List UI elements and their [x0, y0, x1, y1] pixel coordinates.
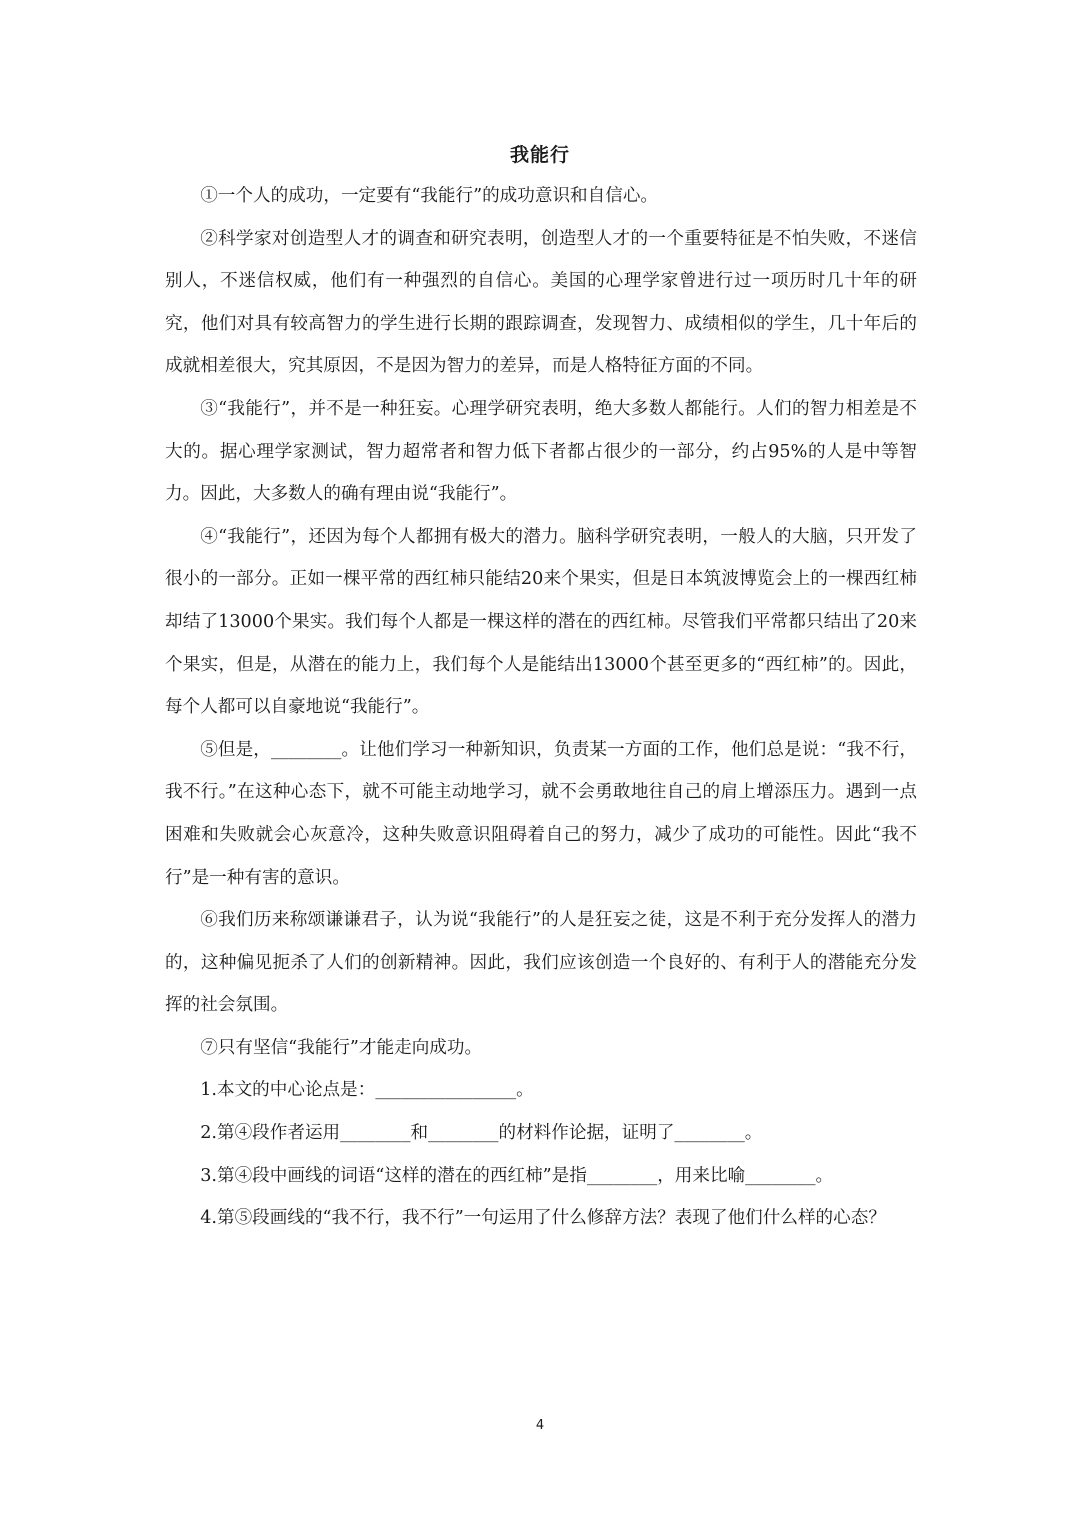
paragraph-6: ⑥我们历来称颂谦谦君子，认为说“我能行”的人是狂妄之徒，这是不利于充分发挥人的潜力的，这种偏见扼杀了人们的创新精神。因此，我们应该创造一个良好的、有利于人的潜能充分发挥的社会氛围。: [165, 910, 917, 1016]
article-body: [165, 175, 917, 1240]
page-title: 我能行: [509, 144, 570, 166]
paragraph-7: ⑦只有坚信“我能行”才能走向成功。: [200, 1037, 483, 1058]
question-3: 3.第④段中画线的词语“这样的潜在的西红柿”是指________，用来比喻________。: [200, 1165, 834, 1186]
paragraph-5: ⑤但是，________。让他们学习一种新知识，负责某一方面的工作，他们总是说：“我不行，我不行。”在这种心态下，就不可能主动地学习，就不会勇敢地往自己的肩上增添压力。遇到一点困难和失败就会心灰意冷，这种失败意识阻碍着自己的努力，减少了成功的可能性。因此“我不行”是一种有害的意识。: [165, 739, 917, 888]
paragraph-2: ②科学家对创造型人才的调查和研究表明，创造型人才的一个重要特征是不怕失败，不迷信别人，不迷信权威，他们有一种强烈的自信心。美国的心理学家曾进行过一项历时几十年的研究，他们对具有较高智力的学生进行长期的跟踪调查，发现智力、成绩相似的学生，几十年后的成就相差很大，究其原因，不是因为智力的差异，而是人格特征方面的不同。: [165, 228, 917, 377]
question-1: 1.本文的中心论点是：________________。: [200, 1080, 534, 1101]
question-2: 2.第④段作者运用________和________的材料作论据，证明了________。: [200, 1123, 763, 1144]
paragraph-1: ①一个人的成功，一定要有“我能行”的成功意识和自信心。: [200, 186, 659, 206]
paragraph-3: ③“我能行”，并不是一种狂妄。心理学研究表明，绝大多数人都能行。人们的智力相差是不大的。据心理学家测试，智力超常者和智力低下者都占很少的一部分，约占95%的人是中等智力。因此，大多数人的确有理由说“我能行”。: [165, 398, 917, 505]
paragraph-4: ④“我能行”，还因为每个人都拥有极大的潜力。脑科学研究表明，一般人的大脑，只开发了很小的一部分。正如一棵平常的西红柿只能结20来个果实，但是日本筑波博览会上的一棵西红柿却结了13000个果实。我们每个人都是一棵这样的潜在的西红柿。尽管我们平常都只结出了20来个果实，但是，从潜在的能力上，我们每个人是能结出13000个甚至更多的“西红柿”的。因此，每个人都可以自豪地说“我能行”。: [165, 526, 917, 718]
question-4: 4.第⑤段画线的“我不行，我不行”一句运用了什么修辞方法？表现了他们什么样的心态？: [200, 1208, 886, 1229]
page-number: 4: [535, 1418, 545, 1433]
